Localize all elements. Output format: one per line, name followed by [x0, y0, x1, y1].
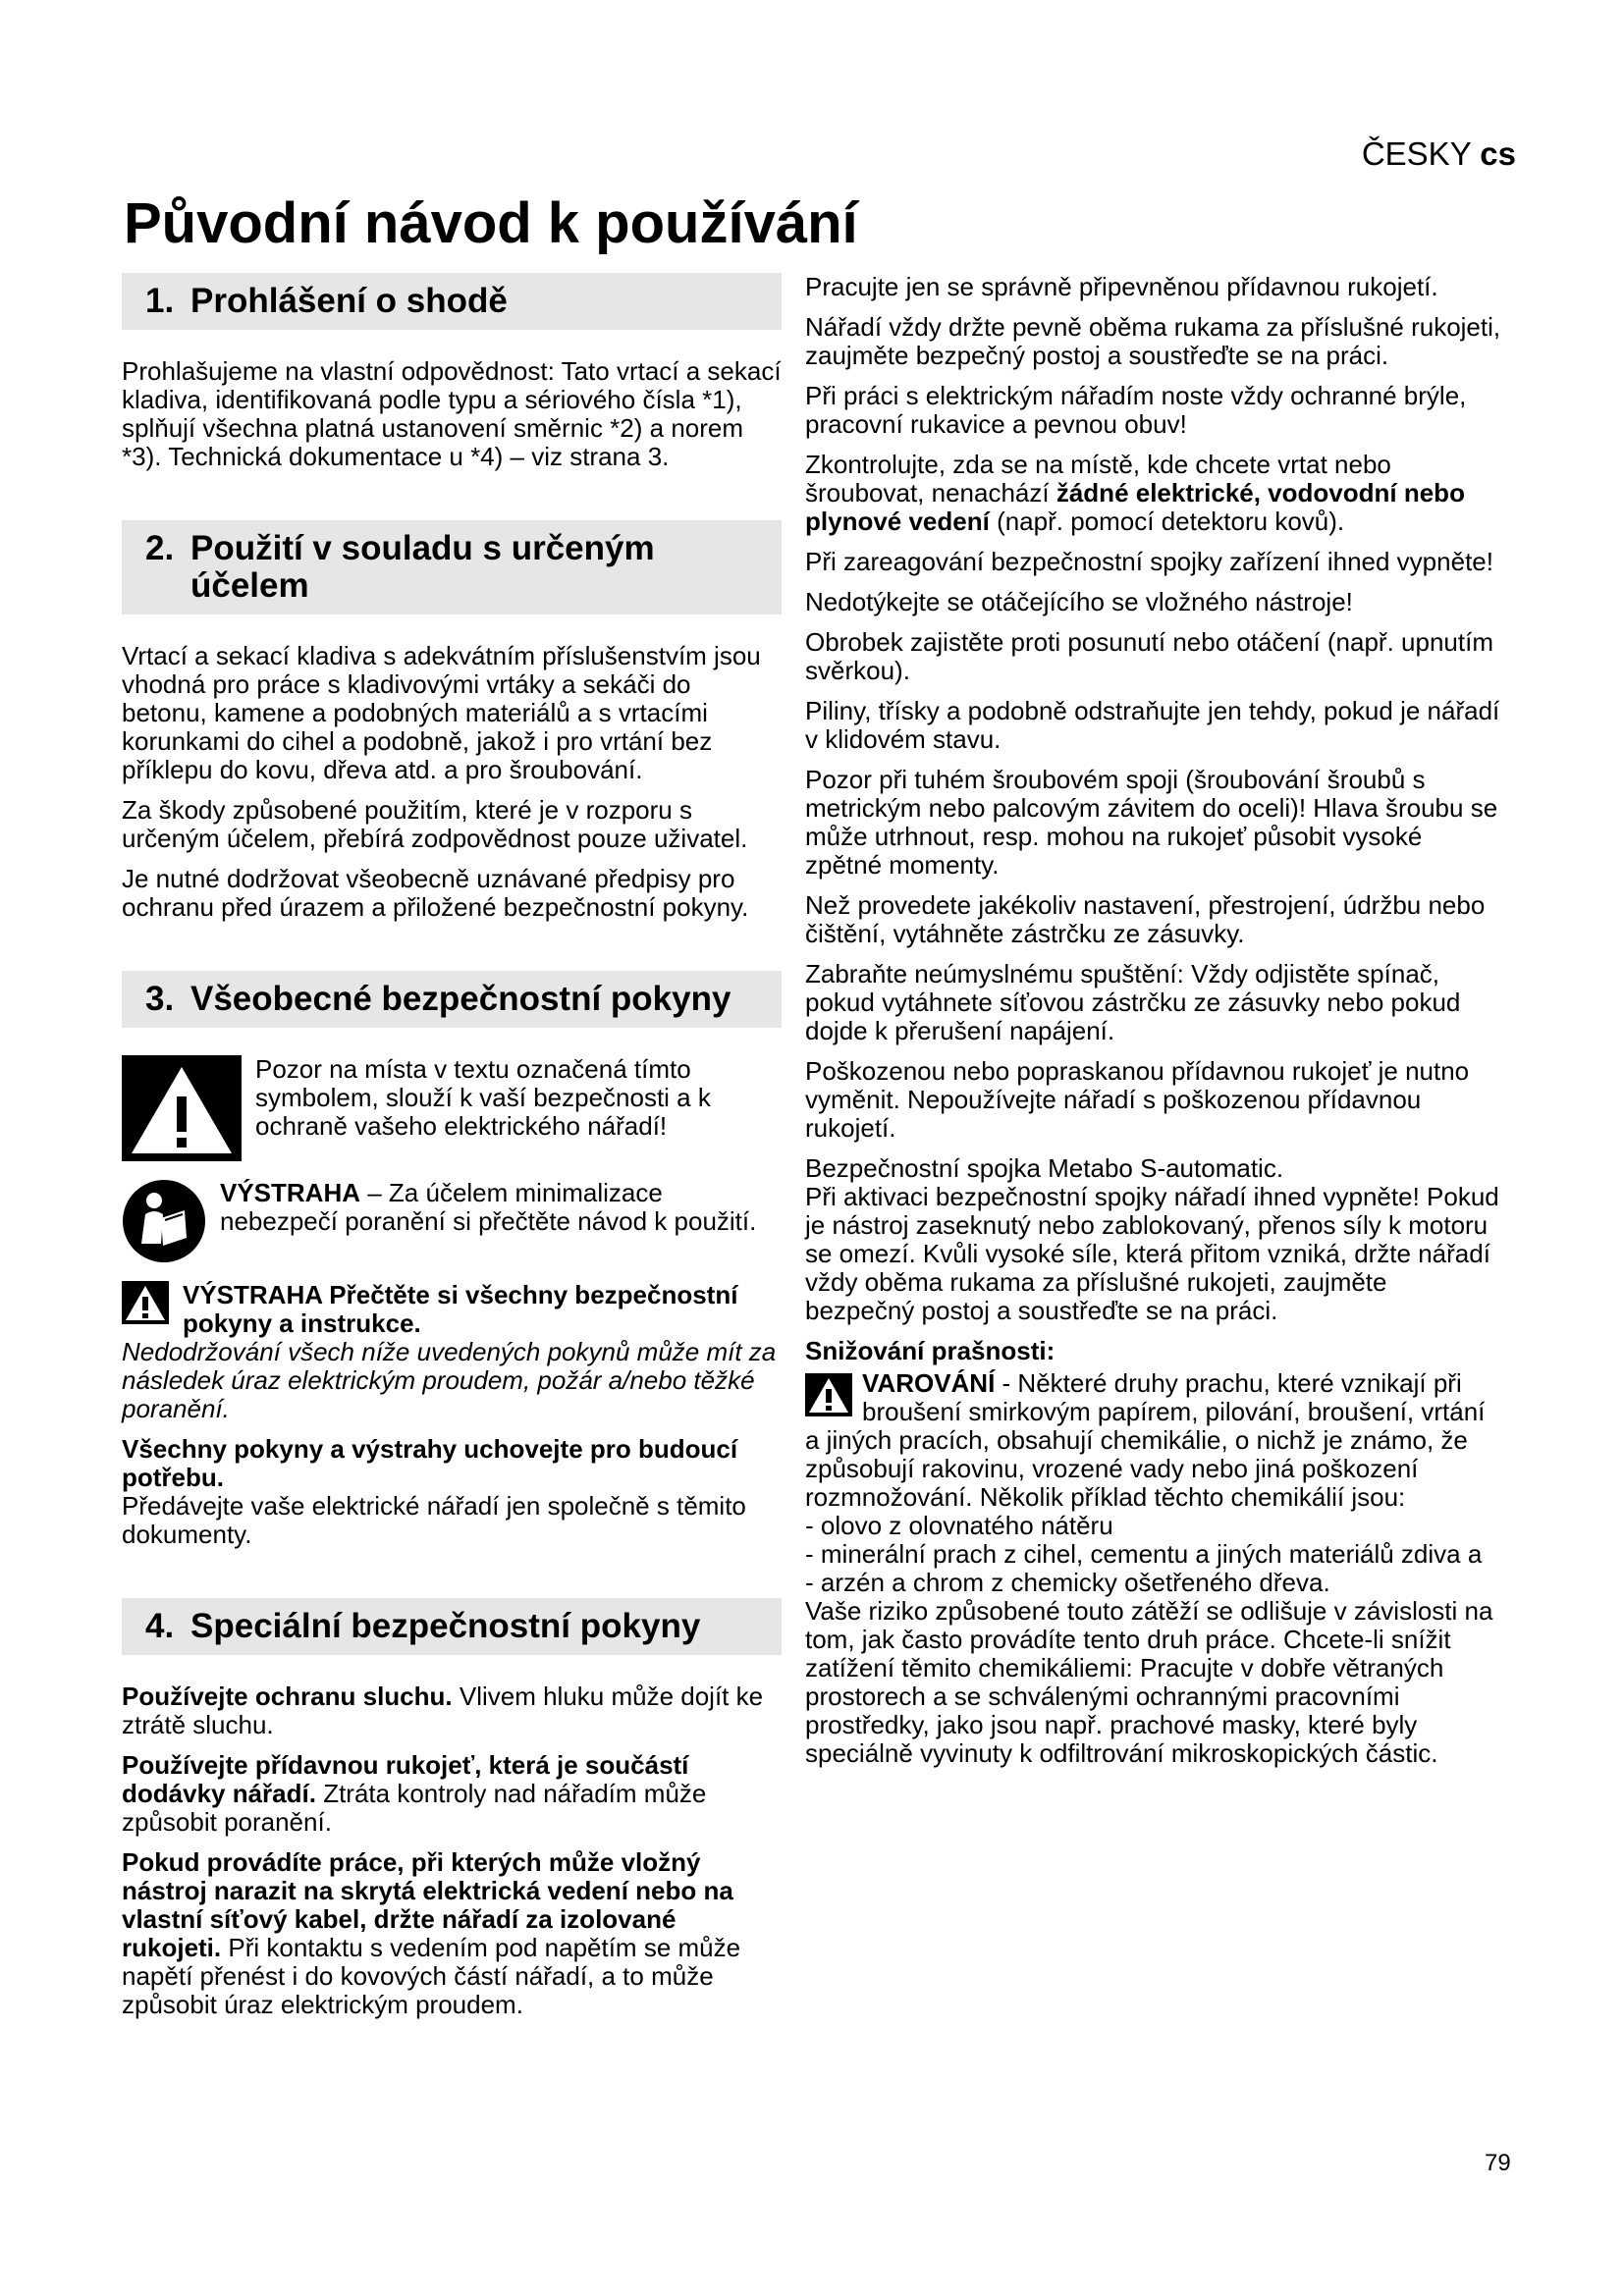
keep-instructions: Všechny pokyny a výstrahy uchovejte pro budoucí potřebu. Předávejte vaše elektrické nářadí jen společně s těmito dokumenty. [122, 1434, 746, 1549]
section-3-heading: 3. Všeobecné bezpečnostní pokyny [122, 971, 782, 1028]
read-manual-icon [122, 1179, 206, 1269]
paragraph: Zkontrolujte, zda se na místě, kde chcete vrtat nebo šroubovat, nenachází žádné elektrické, vodovodní nebo plynové vedení (např. pomocí detektoru kovů). [805, 450, 1465, 536]
paragraph: Piliny, třísky a podobně odstraňujte jen tehdy, pokud je nářadí v klidovém stavu. [805, 696, 1500, 754]
section-1-heading: 1. Prohlášení o shodě [122, 273, 782, 330]
paragraph: Nedotýkejte se otáčejícího se vložného nástroje! [805, 587, 1353, 616]
read-manual-note: VÝSTRAHA – Za účelem minimalizace nebezpečí poranění si přečtěte návod k použití. [122, 1179, 782, 1269]
paragraph: Při práci s elektrickým nářadím noste vždy ochranné brýle, pracovní rukavice a pevnou obuv! [805, 381, 1467, 439]
warning-triangle-small-icon [122, 1281, 169, 1330]
paragraph: Zabraňte neúmyslnému spuštění: Vždy odjistěte spínač, pokud vytáhnete síťovou zástrčku ze zásuvky nebo pokud dojde k přerušení napájení. [805, 959, 1461, 1045]
paragraph: Je nutné dodržovat všeobecně uznávané předpisy pro ochranu před úrazem a přiložené bezpečnostní pokyny. [122, 864, 749, 922]
language-header: ČESKY cs [1361, 135, 1516, 172]
paragraph: Používejte ochranu sluchu. Vlivem hluku může dojít ke ztrátě sluchu. [122, 1682, 764, 1739]
list-item: - olovo z olovnatého nátěru [805, 1512, 1502, 1540]
chemical-list [805, 1512, 1502, 1597]
warning-italic-text: Nedodržování všech níže uvedených pokynů může mít za následek úraz elektrickým proudem, požár a/nebo těžké poranění. [122, 1337, 777, 1423]
paragraph: Bezpečnostní spojka Metabo S-automatic. Při aktivaci bezpečnostní spojky nářadí ihned vypněte! Pokud je nástroj zaseknutý nebo zablokovaný, přenos síly k motoru se omezí. Kvůli vysoké síle, která přitom vzniká, držte nářadí vždy oběma rukama za příslušné rukojeti, zaujměte bezpečný postoj a soustřeďte se na práci. [805, 1153, 1499, 1325]
paragraph: Za škody způsobené použitím, které je v rozporu s určeným účelem, přebírá zodpovědnost pouze uživatel. [122, 795, 748, 853]
paragraph: Používejte přídavnou rukojeť, která je součástí dodávky nářadí. Ztráta kontroly nad nářadím může způsobit poranění. [122, 1750, 707, 1837]
warning-symbol-note: Pozor na místa v textu označená tímto symbolem, slouží k vaší bezpečnosti a k ochraně vašeho elektrického nářadí! [122, 1055, 782, 1167]
right-column [805, 273, 1502, 1780]
warning-triangle-small-icon [805, 1373, 852, 1422]
paragraph: Pozor při tuhém šroubovém spoji (šroubování šroubů s metrickým nebo palcovým závitem do oceli)! Hlava šroubu se může utrhnout, resp. mohou na rukojeť působit vysoké zpětné momenty. [805, 765, 1498, 880]
declaration-paragraph: Prohlašujeme na vlastní odpovědnost: Tato vrtací a sekací kladiva, identifikovaná podle typu a sériového čísla *1), splňují všechna platná ustanovení směrnic *2) a norem *3). Technická dokumentace u *4) – viz strana 3. [122, 356, 782, 471]
paragraph: Vrtací a sekací kladiva s adekvátním příslušenstvím jsou vhodná pro práce s kladivovými vrtáky a sekáči do betonu, kamene a podobných materiálů a s vrtacími korunkami do cihel a podobně, jakož i pro vrtání bez příklepu do kovu, dřeva atd. a pro šroubování. [122, 641, 761, 784]
section-2-heading: 2. Použití v souladu s určeným účelem [122, 520, 782, 614]
left-column [122, 273, 782, 2031]
dust-heading: Snižování prašnosti: [805, 1336, 1056, 1365]
warning-triangle-icon [122, 1055, 242, 1167]
list-item: - arzén a chrom z chemicky ošetřeného dřeva. [805, 1569, 1502, 1597]
dust-warning: VAROVÁNÍ - Některé druhy prachu, které vznikají při broušení smirkovým papírem, pilování, broušení, vrtání a jiných pracích, obsahují chemikálie, o nichž je známo, že způsobují rakovinu, vrozené vady nebo jiná poškození rozmnožování. Několik příklad těchto chemikálií jsou: [805, 1368, 1486, 1512]
paragraph: Vaše riziko způsobené touto zátěží se odlišuje v závislosti na tom, jak často provádíte tento druh práce. Chcete-li snížit zatížení těmito chemikáliemi: Pracujte v dobře větraných prostorech a se schválenými ochrannými pracovními prostředky, jako jsou např. prachové masky, které byly speciálně vyvinuty k odfiltrování mikroskopických částic. [805, 1596, 1493, 1768]
page-number: 79 [1485, 2150, 1511, 2176]
page-title: Původní návod k používání [124, 191, 858, 255]
paragraph: Nářadí vždy držte pevně oběma rukama za příslušné rukojeti, zaujměte bezpečný postoj a soustřeďte se na práci. [805, 312, 1501, 370]
paragraph: Při zareagování bezpečnostní spojky zařízení ihned vypněte! [805, 547, 1493, 576]
paragraph: Poškozenou nebo popraskanou přídavnou rukojeť je nutno vyměnit. Nepoužívejte nářadí s poškozenou přídavnou rukojetí. [805, 1056, 1470, 1143]
section-4-heading: 4. Speciální bezpečnostní pokyny [122, 1598, 782, 1655]
paragraph: Pokud provádíte práce, při kterých může vložný nástroj narazit na skrytá elektrická vedení nebo na vlastní síťový kabel, držte nářadí za izolované rukojeti. Při kontaktu s vedením pod napětím se může napětí přenést i do kovových částí nářadí, a to může způsobit úraz elektrickým proudem. [122, 1847, 741, 2019]
list-item: - minerální prach z cihel, cementu a jiných materiálů zdiva a [805, 1540, 1502, 1569]
paragraph: Pracujte jen se správně připevněnou přídavnou rukojetí. [805, 272, 1438, 301]
paragraph: Obrobek zajistěte proti posunutí nebo otáčení (např. upnutím svěrkou). [805, 627, 1493, 685]
warning-instructions: VÝSTRAHA Přečtěte si všechny bezpečnostní pokyny a instrukce. [122, 1281, 782, 1338]
paragraph: Než provedete jakékoliv nastavení, přestrojení, údržbu nebo čištění, vytáhněte zástrčku ze zásuvky. [805, 890, 1486, 948]
